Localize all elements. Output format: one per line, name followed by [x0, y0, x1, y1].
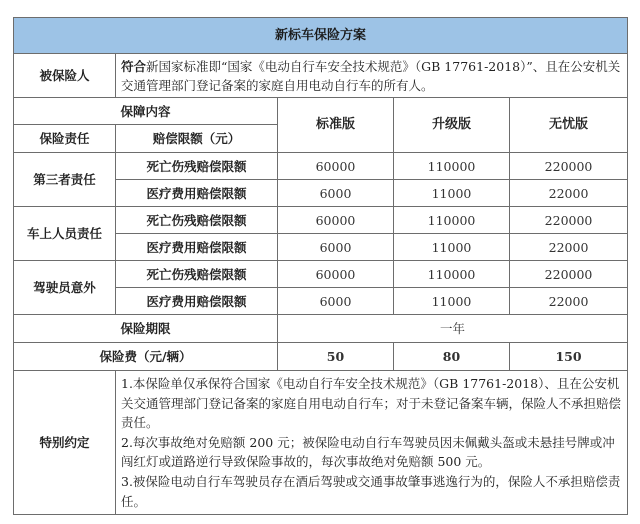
period-row: [14, 315, 628, 343]
special-terms-label: 特别约定: [14, 371, 116, 515]
value-worryfree: 220000: [510, 153, 628, 180]
liability-header: 保险责任: [14, 125, 116, 153]
limit-header: 赔偿限额（元）: [116, 125, 278, 153]
header-row-1: [14, 98, 628, 125]
plan-header-worryfree: 无忧版: [510, 98, 628, 153]
insured-description: [116, 54, 628, 98]
value-standard: 6000: [278, 288, 394, 315]
insured-bold-text: 符合: [121, 58, 147, 74]
value-worryfree: 220000: [510, 207, 628, 234]
value-upgraded: 110000: [394, 207, 510, 234]
table-row: [14, 261, 628, 288]
premium-upgraded: 80: [394, 343, 510, 371]
value-standard: 60000: [278, 153, 394, 180]
insured-row: [14, 54, 628, 98]
value-upgraded: 110000: [394, 153, 510, 180]
coverage-name: 车上人员责任: [14, 207, 116, 261]
plan-header-standard: 标准版: [278, 98, 394, 153]
table-row: [14, 153, 628, 180]
value-worryfree: 22000: [510, 288, 628, 315]
premium-worryfree: 150: [510, 343, 628, 371]
value-upgraded: 11000: [394, 288, 510, 315]
limit-label: 医疗费用赔偿限额: [116, 180, 278, 207]
coverage-name: 第三者责任: [14, 153, 116, 207]
special-term-item: 2.每次事故绝对免赔额 200 元；被保险电动自行车驾驶员因未佩戴头盔或未悬挂号牌或冲闯红灯或道路逆行导致保险事故的，每次事故绝对免赔额 500 元。: [121, 434, 615, 470]
value-standard: 60000: [278, 207, 394, 234]
value-standard: 60000: [278, 261, 394, 288]
value-upgraded: 11000: [394, 234, 510, 261]
coverage-name: 驾驶员意外: [14, 261, 116, 315]
plan-header-upgraded: 升级版: [394, 98, 510, 153]
value-upgraded: 11000: [394, 180, 510, 207]
insured-label: 被保险人: [14, 54, 116, 98]
limit-label: 医疗费用赔偿限额: [116, 288, 278, 315]
limit-label: 医疗费用赔偿限额: [116, 234, 278, 261]
value-worryfree: 22000: [510, 234, 628, 261]
table-title: 新标车保险方案: [14, 18, 628, 54]
limit-label: 死亡伤残赔偿限额: [116, 153, 278, 180]
special-terms-content: [116, 371, 628, 515]
value-standard: 6000: [278, 180, 394, 207]
value-worryfree: 220000: [510, 261, 628, 288]
premium-standard: 50: [278, 343, 394, 371]
value-worryfree: 22000: [510, 180, 628, 207]
value-standard: 6000: [278, 234, 394, 261]
special-term-item: 1.本保险单仅承保符合国家《电动自行车安全技术规范》（GB 17761-2018）、且在公安机关交通管理部门登记备案的家庭自用电动自行车；对于未登记备案车辆，保险人不承担赔偿责任。: [121, 376, 622, 431]
coverage-content-header: 保障内容: [14, 98, 278, 125]
special-term-item: 3.被保险电动自行车驾驶员存在酒后驾驶或交通事故肇事逃逸行为的，保险人不承担赔偿责任。: [121, 473, 621, 509]
insurance-plan-table: [13, 17, 628, 515]
period-value: 一年: [278, 315, 628, 343]
premium-row: [14, 343, 628, 371]
insured-rest-text: 新国家标准即“国家《电动自行车安全技术规范》（GB 17761-2018）”、且在公安机关交通管理部门登记备案的家庭自用电动自行车的所有人。: [121, 58, 621, 93]
special-terms-row: [14, 371, 628, 515]
limit-label: 死亡伤残赔偿限额: [116, 207, 278, 234]
premium-label: 保险费（元/辆）: [14, 343, 278, 371]
value-upgraded: 110000: [394, 261, 510, 288]
period-label: 保险期限: [14, 315, 278, 343]
limit-label: 死亡伤残赔偿限额: [116, 261, 278, 288]
table-row: [14, 207, 628, 234]
title-row: [14, 18, 628, 54]
